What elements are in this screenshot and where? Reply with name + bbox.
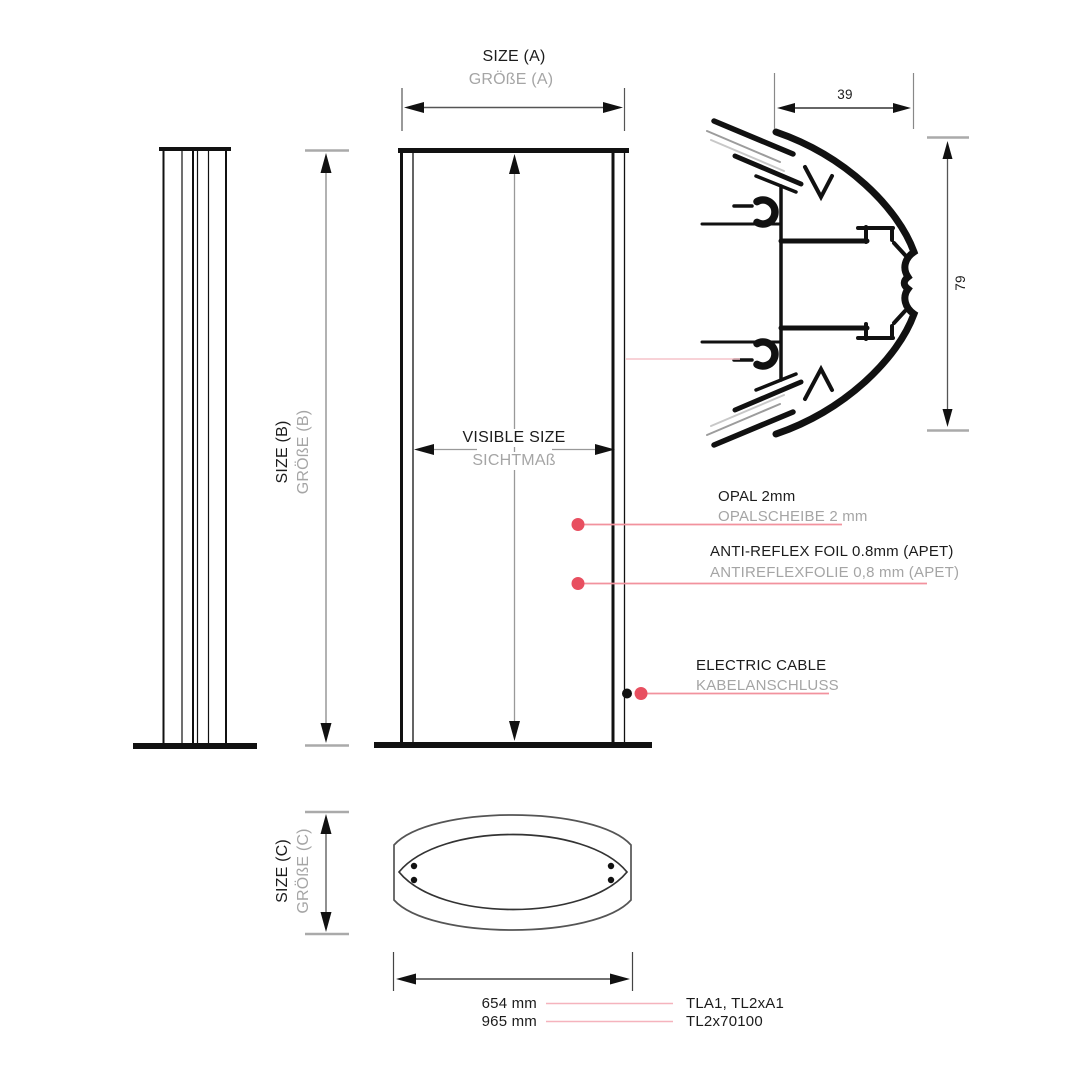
dim-b-label-en: SIZE (B) bbox=[274, 420, 291, 484]
arrowhead bbox=[943, 409, 953, 427]
dim-b-label-de: GRÖßE (B) bbox=[295, 409, 312, 495]
lens-profile-outline bbox=[399, 835, 627, 910]
plan-view bbox=[394, 815, 631, 930]
arrowhead bbox=[893, 103, 911, 113]
arrowhead bbox=[321, 912, 332, 932]
profile-width-dim-label: 39 bbox=[837, 87, 853, 102]
arrowhead bbox=[404, 102, 424, 113]
visible-size-label-de: SICHTMAß bbox=[467, 452, 560, 470]
screw-hole bbox=[608, 877, 614, 883]
leader-dot bbox=[635, 687, 648, 700]
leader-dot bbox=[572, 577, 585, 590]
side-view-top-cap bbox=[159, 147, 231, 151]
antireflex-label-de: ANTIREFLEXFOLIE 0,8 mm (APET) bbox=[710, 564, 960, 581]
arrowhead bbox=[321, 153, 332, 173]
v-notch bbox=[805, 167, 832, 197]
opal-label-de: OPALSCHEIBE 2 mm bbox=[718, 508, 868, 525]
opal-label-en: OPAL 2mm bbox=[718, 488, 796, 505]
profile-depth-dim-label: 79 bbox=[953, 275, 968, 291]
front-view-top-cap bbox=[398, 148, 629, 153]
arrowhead bbox=[603, 102, 623, 113]
dim-base-width bbox=[394, 952, 633, 991]
front-view-base-plate bbox=[374, 742, 652, 748]
dim-a-label-en: SIZE (A) bbox=[482, 48, 546, 65]
profile-section bbox=[702, 121, 914, 445]
visible-size-label-en: VISIBLE SIZE bbox=[458, 429, 571, 447]
model-connector-lines bbox=[546, 1004, 673, 1022]
arrowhead bbox=[414, 444, 434, 455]
screw-hole bbox=[411, 863, 417, 869]
arrowhead bbox=[509, 154, 520, 174]
arrowhead bbox=[396, 974, 416, 985]
electric-cable-label-de: KABELANSCHLUSS bbox=[696, 677, 839, 694]
visible-size-dims bbox=[414, 154, 615, 741]
dim-a-label-de: GRÖßE (A) bbox=[468, 71, 554, 88]
arrowhead bbox=[943, 141, 953, 159]
front-view bbox=[374, 148, 652, 748]
model-codes-1: TLA1, TL2xA1 bbox=[686, 995, 785, 1012]
leader-dot bbox=[572, 518, 585, 531]
antireflex-label-en: ANTI-REFLEX FOIL 0.8mm (APET) bbox=[710, 543, 954, 560]
model-size-1: 654 mm bbox=[481, 995, 537, 1012]
screw-channel bbox=[757, 200, 775, 224]
model-size-2: 965 mm bbox=[481, 1013, 537, 1030]
model-codes-2: TL2x70100 bbox=[686, 1013, 763, 1030]
dim-c-label-de: GRÖßE (C) bbox=[295, 828, 312, 914]
screw-hole bbox=[411, 877, 417, 883]
base-plate-outline bbox=[394, 815, 631, 930]
dim-c-label-en: SIZE (C) bbox=[274, 839, 291, 903]
outer-shell bbox=[776, 132, 914, 434]
electric-cable-label-en: ELECTRIC CABLE bbox=[696, 657, 827, 674]
arrowhead bbox=[321, 814, 332, 834]
arrowhead bbox=[509, 721, 520, 741]
arrowhead bbox=[321, 723, 332, 743]
side-view-base-plate bbox=[133, 743, 257, 749]
dim-a bbox=[402, 88, 625, 131]
screw-hole bbox=[608, 863, 614, 869]
side-view bbox=[133, 147, 257, 749]
arrowhead bbox=[777, 103, 795, 113]
cable-connector bbox=[622, 689, 632, 699]
arrowhead bbox=[610, 974, 630, 985]
